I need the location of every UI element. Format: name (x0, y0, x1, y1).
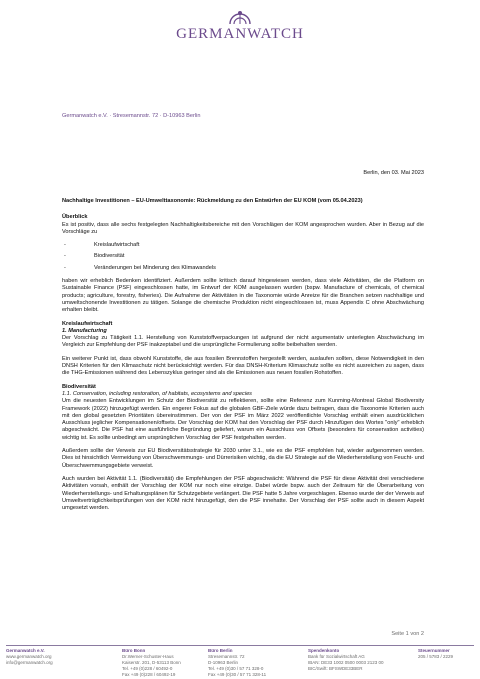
footer-website-link[interactable]: www.germanwatch.org (6, 654, 52, 659)
footer-col-bonn (122, 648, 181, 678)
biodiversity-paragraph-2: Außerdem sollte der Verweis zur EU Biodiversitätsstrategie für 2030 unter 3.1., wie es die PSF empfohlen hat, wieder aufgenommen werden. Dies ist hinsichtlich Vermeidung von Überschwemmungs- und Dürrerisiken wichtig, da die EU Strategie auf die Wiederherstellung von Feucht- und Überschwemmungsgebiete verweist. (62, 448, 424, 469)
biodiversity-paragraph-3: Auch wurden bei Aktivität 1.1. (Biodiversität) die Empfehlungen der PSF abgeschwächt: Während die PSF für diese Aktivität drei verschiedene Aktivitäten vorsah, enthält der Vorschlag der KOM nur noch eine einzige. Dabei würde bspw. auch der Zeitraum für die Überarbeitung von Wiederherstellungs- und Erhaltungsplänen für Schutzgebiete verlängert. Die PSF hatte 5 Jahre vorgeschlagen. Ebenso wurde der der Verweis auf Umweltverträglichkeitsprüfungen von der KOM nicht hinzugefügt, den die PSF innehatte. Der Vorschlag der PSF sollte auch in diesem Aspekt umgesetzt werden. (62, 475, 424, 512)
sender-address-line: Germanwatch e.V. · Stresemannstr. 72 · D-10963 Berlin (62, 113, 201, 119)
footer-col-berlin (208, 648, 266, 678)
footer-line: Fax +49 (0)228 / 60492-19 (122, 672, 176, 677)
bullet-dash: - (64, 253, 66, 260)
letter-body (62, 198, 424, 512)
circular-paragraph-2: Ein weiterer Punkt ist, dass obwohl Kunststoffe, die aus fossilen Brennstoffen hergestellt werden, auslaufen sollten, diese Notwendigkeit in den DNSH Kriterien für den Klimaschutz nicht berücksichtigt werden. Für das DNSH-Kriterium Klimaschutz sollte es nicht ausreichen zu sagen, dass die THG-Emissionen während des Lebenszyklus geringer sind als die Emissionen aus neuen fossilen Rohstoffen. (62, 355, 424, 377)
footer-heading: Spendenkonto (308, 648, 340, 653)
footer-heading: Büro Bonn (122, 648, 146, 653)
overview-intro: Es ist positiv, dass alle sechs festgelegten Nachhaltigkeitsbereiche mit den Vorschlägen der KOM angesprochen wurden. Aber in Bezug auf die Vorschläge zu (62, 221, 424, 235)
page-number: Seite 1 von 2 (391, 631, 424, 637)
subheading-manufacturing: 1. Manufacturing (62, 327, 107, 334)
footer-line: Kaiserstr. 201, D-53113 Bonn (122, 660, 181, 665)
footer-line: Fax +49 (0)30 / 57 71 328-11 (208, 672, 267, 677)
bullet-dash: - (64, 242, 66, 249)
section-heading-overview: Überblick (62, 214, 88, 221)
footer-heading: Germanwatch e.V. (6, 648, 45, 653)
section-heading-biodiversity: Biodiversität (62, 383, 96, 390)
overview-concerns: haben wir erheblich Bedenken identifiziert. Außerdem sollte kritisch darauf hingewiesen werden, dass viele Aktivitäten, die die Platform on Sustainable Finance (PSF) eingeschlossen hatte, im Entwurf der KOM ausgelassen wurden (bspw. Manufacture of chemicals, of chemical products; agriculture, forestry, fisheries). Die Aufnahme der Aktivitäten in die Taxonomie würde Anreize für die Branchen setzen nachhaltige und umweltschonende Investitionen zu tätigen. Solange die chemische Produktion nicht eingeschlossen ist, muss Appendix C ohne Abschwächung erhalten bleibt. (62, 278, 424, 314)
footer-line: Dr.Werner-Schuster-Haus (122, 654, 174, 659)
footer-line: D-10963 Berlin (208, 660, 239, 665)
footer-heading: Steuernummer (418, 648, 450, 653)
focus-area-list (62, 242, 424, 272)
logo-wordmark: GERMANWATCH (176, 26, 304, 42)
globe-arc-icon (227, 9, 253, 25)
footer-line: BIC/Swift: BFSWDE33BER (308, 666, 363, 671)
biodiversity-paragraph-1: Um die neuesten Entwicklungen im Schutz der Biodiversität zu reflektieren, sollte eine Referenz zum Kunming-Montreal Global Biodiversity Framework (2022) hinzugefügt werden. Ein engerer Fokus auf die globalen GBF-Ziele würde dazu beitragen, dass die Taxonomie Kriterien auch mit den global gesetzten Prioritäten übereinstimmen. Der von der PSF im März 2022 veröffentlichte Vorschlag enthält einen ausdrücklichen Ausschluss jeglicher Kompensationen/offsets. Der Vorschlag der KOM hat den Vorschlag der PSF durch Hinzufügen des Wortes "only" erheblich abgeschwächt. Die PSF hat eine ausführliche Begründung geliefert, warum ein Ausschluss von Offsets (besonders für conservation activities) wichtig ist. Es sollte unbedingt am ursprünglichen Vorschlag der PSF festgehalten werden. (62, 398, 424, 441)
letter-title: Nachhaltige Investitionen – EU-Umwelttaxonomie: Rückmeldung zu den Entwürfen der EU KOM (vom 05.04.2023) (62, 198, 363, 204)
footer-line: Tel. +49 (0)228 / 60492-0 (122, 666, 173, 671)
footer-col-bank (308, 648, 384, 672)
list-item (64, 253, 424, 260)
section-heading-circular: Kreislaufwirtschaft (62, 320, 113, 327)
footer-line: Bank für Sozialwirtschaft AG (308, 654, 365, 659)
bullet-dash: - (64, 264, 66, 271)
footer-col-org (6, 648, 53, 666)
footer-line: IBAN: DE33 1002 0500 0003 2123 00 (308, 660, 384, 665)
list-item-text: Kreislaufwirtschaft (94, 242, 140, 249)
footer-col-tax (418, 648, 453, 660)
footer-line: Stresemannstr. 72 (208, 654, 245, 659)
letterhead-logo (0, 9, 480, 43)
footer-line: 205 / 5783 / 2229 (418, 654, 454, 659)
list-item-text: Biodiversität (94, 253, 125, 260)
circular-paragraph-1: Der Vorschlag zu Tätigkeit 1.1. Herstellung von Kunststoffverpackungen ist aufgrund der nicht argumentativ unterlegten Abschwächung im Vergleich zur Empfehlung der PSF inakzeptabel und die ursprüngliche Formulierung sollte beibehalten werden. (62, 335, 424, 349)
list-item-text: Veränderungen bei Minderung des Klimawandels (94, 264, 216, 271)
footer-heading: Büro Berlin (208, 648, 233, 653)
list-item (64, 242, 424, 249)
footer-divider (6, 645, 474, 646)
footer-line: Tel. +49 (0)30 / 57 71 328-0 (208, 666, 264, 671)
list-item (64, 265, 424, 272)
letter-date: Berlin, den 03. Mai 2023 (363, 170, 424, 176)
subheading-conservation: 1.1. Conservation, including restoration, of habitats, ecosystems and species (62, 390, 252, 397)
footer-email-link[interactable]: info@germanwatch.org (6, 660, 53, 665)
